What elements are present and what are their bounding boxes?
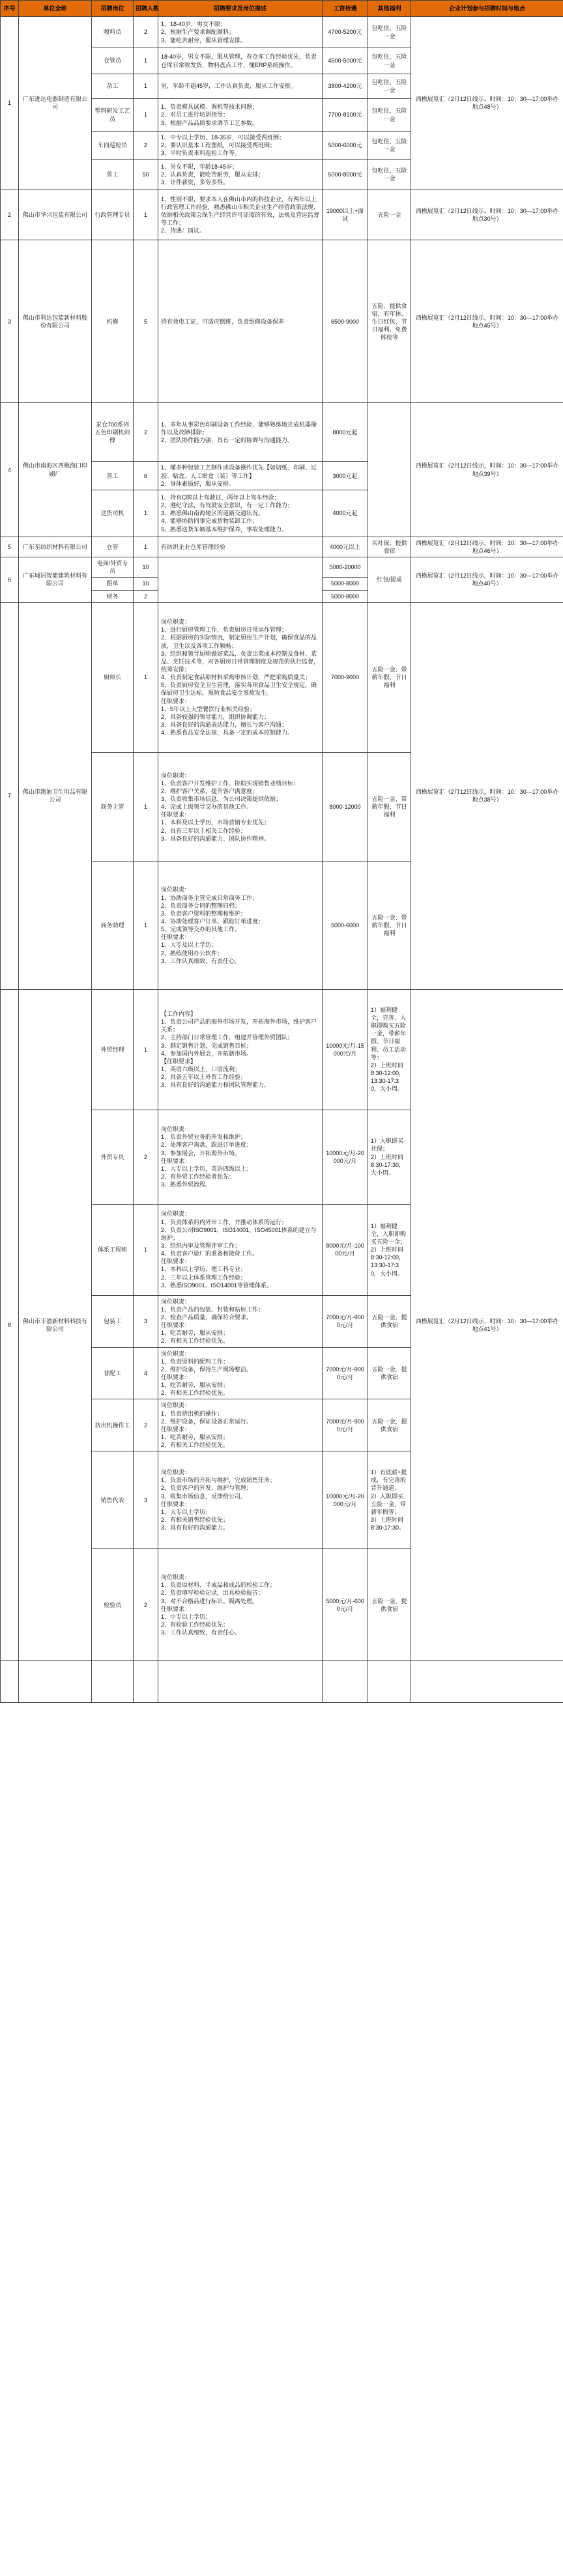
header-count: 招聘人数: [134, 1, 158, 17]
benefits: 1）福利健全，入职即购买五险一金； 2）上班时间8:30-12:00，13:30-17:30，大小周。: [368, 1204, 411, 1295]
salary: 5000-6000元: [323, 132, 368, 160]
job-description: 岗位职责： 1、协助商务主管完成日常商务工作； 2、负责商务合同的整理归档； 3、负责客户资料的整理和维护； 4、协助处理客户订单、跟踪订单进度； 5、完成领导交办的其他工作。 任职要求： 1、大专及以上学历； 2、熟练使用办公软件； 3、工作认真细致，有责任心。: [158, 861, 323, 989]
job-title: 跟单: [92, 578, 134, 590]
job-description: 【工作内容】 1、负责公司产品的海外市场开发，开拓海外市场，维护客户关系； 2、主持部门日常管理工作，组建并管理外贸团队； 3、制定销售计划，完成销售目标； 4、参加国内外展会，开拓新市场。 【任职要求】 1、英语六级以上，口语流利； 2、具备五年以上外贸工作经验； 3、具有良好的沟通能力和团队管理能力。: [158, 989, 323, 1110]
salary: 7000元/月-9000元/月: [323, 1399, 368, 1451]
job-description: 持有效电工证，可适应倒班，负责维修设备保养: [158, 240, 323, 403]
job-title: 普工: [92, 160, 134, 189]
job-description: 有纺织企业仓库管理经验: [158, 537, 323, 557]
headcount: 1: [134, 537, 158, 557]
salary: 10000元/月-15000元/月: [323, 989, 368, 1110]
salary: 8000元起: [323, 403, 368, 462]
headcount: 5: [134, 240, 158, 403]
benefits: 五险一金、带薪年假、节日福利: [368, 602, 411, 752]
headcount: 1: [134, 189, 158, 240]
job-title: 仓管员: [92, 48, 134, 74]
salary: 5000-8000元: [323, 160, 368, 189]
headcount: 1: [134, 48, 158, 74]
header-job: 招聘岗位: [92, 1, 134, 17]
benefits: 五险一金，提供食宿: [368, 1549, 411, 1661]
salary: 4700-5200元: [323, 17, 368, 48]
job-description: 18-40岁，男女不限，服从管理，有仓库工作经验优先，负责仓库日常收发货，物料盘点工作，懂ERP系统操作。: [158, 48, 323, 74]
event-time-location: 西樵展览汇（2月12日线示，时间：10：30—17:00举办地点39号）: [411, 403, 563, 537]
job-title: 喷料员: [92, 17, 134, 48]
table-row-blank: [1, 1661, 563, 1703]
job-description: 岗位职责： 1、负责原材料、半成品和成品的检验工作； 2、负责填写检验记录，出具检验报告； 3、对不合格品进行标识、隔离处理。 任职要求： 1、中专以上学历； 2、有检验工作经验优先； 3、工作认真细致，有责任心。: [158, 1549, 323, 1661]
job-description: 1、18-40岁，男女不限； 2、根据生产要求调配颜料； 3、能吃苦耐劳，服从管理安排。: [158, 17, 323, 48]
salary: 3800-4200元: [323, 74, 368, 99]
headcount: 1: [134, 989, 158, 1110]
salary: 7000-9000: [323, 602, 368, 752]
header-no: 序号: [1, 1, 19, 17]
benefits: 五险一金，提供食宿: [368, 1399, 411, 1451]
salary: 5000-20000: [323, 557, 368, 578]
job-title: 销售代表: [92, 1451, 134, 1549]
salary: 5000-8000: [323, 578, 368, 590]
job-title: 外贸专员: [92, 1110, 134, 1204]
headcount: 6: [134, 462, 158, 490]
job-title: 普工: [92, 462, 134, 490]
row-number: 5: [1, 537, 19, 557]
salary: 3000元起: [323, 462, 368, 490]
company-name: 广东至纺织材料有限公司: [19, 537, 92, 557]
job-title: 商务助理: [92, 861, 134, 989]
job-description: 岗位职责： 1、负责外贸业务的开发和维护； 2、处理客户询盘，跟进订单进度； 3、参加展会，开拓海外市场。 任职要求： 1、大专以上学历，英语四级以上； 2、有外贸工作经验者优先； 3、熟悉外贸流程。: [158, 1110, 323, 1204]
job-title: 塑料研发工艺员: [92, 99, 134, 132]
headcount: 1: [134, 752, 158, 861]
table-row: [1, 403, 563, 462]
salary: 10000元/月-20000元/月: [323, 1110, 368, 1204]
job-title: 电商/外贸专员: [92, 557, 134, 578]
salary: 19000以上+面试: [323, 189, 368, 240]
header-welfare: 其他福利: [368, 1, 411, 17]
headcount: 10: [134, 578, 158, 590]
job-title: 送货司机: [92, 490, 134, 537]
headcount: 2: [134, 132, 158, 160]
benefits: 五险一金、带薪年假、节日福利: [368, 861, 411, 989]
benefits: 1）福利健全，完善、入职即购买五险一金，带薪年假、节日福利、员工活动等； 2）上班时间8:30-12:00，13:30-17:30，大小周。: [368, 989, 411, 1110]
salary: 5000-8000: [323, 590, 368, 602]
job-description: 岗位职责： 1、负责客户开发维护工作，协助实现销售业绩目标； 2、维护客户关系，提升客户满意度； 3、负责收集市场信息，为公司决策提供依据； 4、完成上级领导交办的其他工作。 任职要求： 1、本科及以上学历，市场营销专业优先； 2、具有三年以上相关工作经验； 3、具备良好的沟通能力、团队协作精神。: [158, 752, 323, 861]
headcount: 4: [134, 1347, 158, 1399]
salary: 6500-9000: [323, 240, 368, 403]
benefits: 五险一金，提供食宿: [368, 1347, 411, 1399]
job-description: 男，年龄不超45岁，工作认真负责，服从工作安排。: [158, 74, 323, 99]
row-number: 4: [1, 403, 19, 537]
table-row: [1, 17, 563, 48]
benefits: 1）入职即买社保； 2）上班时间8:30-17:30，大小周。: [368, 1110, 411, 1204]
job-description: 岗位职责： 1、负责挤出机的操作； 2、维护设备，保证设备正常运行。 任职要求： 1、吃苦耐劳，服从安排； 2、有相关工作经验优先。: [158, 1399, 323, 1451]
headcount: 2: [134, 590, 158, 602]
job-description: 岗位职责： 1、负责体系的内外审工作，并推动体系的运行； 2、负责公司ISO9001、ISO14001、ISO45001体系的建立与维护； 3、组织内审及管理评审工作； 4、负责客户验厂的准备和接待工作。 任职要求： 1、本科以上学历，理工科专业； 2、三年以上体系管理工作经验； 3、熟悉ISO9001、ISO14001等管理体系。: [158, 1204, 323, 1295]
job-description: 1、持有C牌以上驾驶证，两年以上驾车经验； 2、遵纪守法，有驾驶安全意识，有一定工作能力； 3、熟悉佛山南海地区的道路交通状况。 4、能够协助同事完成货物装卸工作； 5、熟悉送货车辆基本维护保养，事故处理能力。: [158, 490, 323, 537]
header-desc: 招聘要求及岗位描述: [158, 1, 323, 17]
headcount: 3: [134, 1451, 158, 1549]
benefits: 包吃住，五险一金: [368, 160, 411, 189]
job-description: 1、多年从事彩色印刷设备工作经验，能够熟练地完成机器操作以及故障排除； 2、团队协作能力强，具有一定的协调与沟通能力。: [158, 403, 323, 462]
row-number: 2: [1, 189, 19, 240]
benefits: 五险一金、带薪年假、节日福利: [368, 752, 411, 861]
benefits: 买社保、提供食宿: [368, 537, 411, 557]
company-name: 广东城居智能建筑材料有限公司: [19, 557, 92, 603]
job-title: 厨师长: [92, 602, 134, 752]
job-title: 家仓700系列五色印刷机师傅: [92, 403, 134, 462]
job-title: 商务主管: [92, 752, 134, 861]
table-row: [1, 602, 563, 752]
event-time-location: 西樵展览汇（2月12日线示，时间：10：30—17:00举办地点41号）: [411, 989, 563, 1661]
salary: 4000元以上: [323, 537, 368, 557]
table-row: [1, 189, 563, 240]
job-title: 检验员: [92, 1549, 134, 1661]
job-description: 岗位职责： 1、负责市场的开拓与维护，完成销售任务； 2、负责客户的开发、维护与管理； 3、收集市场信息，反馈给公司。 任职要求： 1、大专以上学历； 2、有相关销售经验优先； 3、具有良好的沟通能力。: [158, 1451, 323, 1549]
table-row: [1, 557, 563, 578]
job-title: 财务: [92, 590, 134, 602]
headcount: 3: [134, 1295, 158, 1347]
headcount: 2: [134, 1110, 158, 1204]
job-description: 1、男女不限，年龄18-45岁； 2、认真负责，能吃苦耐劳，服从安排； 3、计件薪资，多劳多得。: [158, 160, 323, 189]
job-description: [158, 557, 323, 603]
job-description: 岗位职责： 1、负责产品的包装、封装和贴标工作； 2、检查产品质量，确保符合要求。 任职要求： 1、吃苦耐劳，服从安排； 2、有相关工作经验优先。: [158, 1295, 323, 1347]
row-number: 6: [1, 557, 19, 603]
row-number: 8: [1, 989, 19, 1661]
event-time-location: 西樵展览汇（2月12日线示，时间：10：30—17:00举办地点48号）: [411, 17, 563, 189]
salary: 7000元/月-9000元/月: [323, 1347, 368, 1399]
table-row: [1, 989, 563, 1110]
table-row: [1, 240, 563, 403]
job-title: 机修: [92, 240, 134, 403]
event-time-location: 西樵展览汇（2月12日线示，时间：10：30—17:00举办地点46号）: [411, 537, 563, 557]
job-title: 车间巡检员: [92, 132, 134, 160]
headcount: 50: [134, 160, 158, 189]
salary: 10000元/月-20000元/月: [323, 1451, 368, 1549]
salary: 4500-5000元: [323, 48, 368, 74]
event-time-location: 西樵展览汇（2月12日线示，时间：10：30—17:00举办地点40号）: [411, 557, 563, 603]
event-time-location: 西樵展览汇（2月12日线示，时间：10：30—17:00举办地点45号）: [411, 240, 563, 403]
salary: 5000-6000: [323, 861, 368, 989]
row-number: 7: [1, 602, 19, 989]
benefits: [368, 403, 411, 537]
job-title: 包装工: [92, 1295, 134, 1347]
header-time: 企业计划参与招聘时间与地点: [411, 1, 563, 17]
job-title: 行政管理专员: [92, 189, 134, 240]
salary: 8000-12000: [323, 752, 368, 861]
job-title: 杂工: [92, 74, 134, 99]
row-number: 1: [1, 17, 19, 189]
job-description: 1、中专以上学历，18-35岁，可以接受两班倒； 2、要认识基本工程图纸，可以接受两班倒； 3、平时负责来料巡检工作等。: [158, 132, 323, 160]
benefits: 五险一金: [368, 189, 411, 240]
headcount: 1: [134, 490, 158, 537]
headcount: 2: [134, 1399, 158, 1451]
header-company: 单位全称: [19, 1, 92, 17]
benefits: 五险、提供食宿、有年休、生日红包、节日福利、免费体检等: [368, 240, 411, 403]
event-time-location: 西樵展览汇（2月12日线示，时间：10：30—17:00举办地点38号）: [411, 602, 563, 989]
headcount: 1: [134, 74, 158, 99]
company-name: 广东进达电器制造有限公司: [19, 17, 92, 189]
headcount: 1: [134, 99, 158, 132]
salary: 7000元/月-9000元/月: [323, 1295, 368, 1347]
row-number: 3: [1, 240, 19, 403]
header-pay: 工资待遇: [323, 1, 368, 17]
table-row: [1, 537, 563, 557]
company-name: 佛山市利达包装新材料股份有限公司: [19, 240, 92, 403]
benefits: 包吃住，五险一金: [368, 48, 411, 74]
headcount: 10: [134, 557, 158, 578]
headcount: 1: [134, 861, 158, 989]
job-description: 1、性别不限，要求本人在佛山市内的科技企业，有两年以上行政管理工作经验，熟悉佛山市相关企业生产经营政策法规，依据相关政策会保生产经营许可证照的有效，法规及营运监督等工作； 2、待遇：面议。: [158, 189, 323, 240]
company-name: 佛山市丰盈新材料科技有限公司: [19, 989, 92, 1661]
company-name: 佛山市华兴包装有限公司: [19, 189, 92, 240]
headcount: 2: [134, 403, 158, 462]
job-title: 仓管: [92, 537, 134, 557]
company-name: 佛山市跑迪卫生用品有限公司: [19, 602, 92, 989]
job-description: 1、负责模具试模、调机等技术问题； 2、对员工进行培训指导； 3、根据产品品质要求调节工艺参数。: [158, 99, 323, 132]
benefits: 红包/提成: [368, 557, 411, 603]
salary: 4000元起: [323, 490, 368, 537]
benefits: 包吃住，五险一金: [368, 74, 411, 99]
benefits: 包吃住，五险一金: [368, 132, 411, 160]
salary: 8000元/月-10000元/月: [323, 1204, 368, 1295]
job-title: 普配工: [92, 1347, 134, 1399]
job-description: 1、懂多种包装工艺制作或设备操作优先【如切纸、印刷、过胶、粘盒、人工贴盒（装）等工作】 2、身体素质好，服从安排。: [158, 462, 323, 490]
benefits: 包吃住，五险一金: [368, 99, 411, 132]
headcount: 1: [134, 1204, 158, 1295]
event-time-location: 西樵展览汇（2月12日线示，时间：10：30—17:00举办地点30号）: [411, 189, 563, 240]
benefits: 五险一金，提供食宿: [368, 1295, 411, 1347]
benefits: 包吃住，五险一金: [368, 17, 411, 48]
job-title: 挤出机操作工: [92, 1399, 134, 1451]
job-title: 体系工程师: [92, 1204, 134, 1295]
salary: 7700-8100元: [323, 99, 368, 132]
headcount: 2: [134, 17, 158, 48]
benefits: 1）有底薪+提成，有完善的晋升通道； 2）入职即买五险一金，带薪年假等； 3）上班时间8:30-17:30。: [368, 1451, 411, 1549]
header-row: [1, 1, 563, 17]
job-description: 岗位职责： 1、负责原料的配料工作； 2、维护设备，保持生产现场整洁。 任职要求： 1、吃苦耐劳，服从安排； 2、有相关工作经验优先。: [158, 1347, 323, 1399]
company-name: 佛山市南海区西樵海口印刷厂: [19, 403, 92, 537]
salary: 5000元/月-6000元/月: [323, 1549, 368, 1661]
headcount: 2: [134, 1549, 158, 1661]
job-title: 外贸经理: [92, 989, 134, 1110]
headcount: 1: [134, 602, 158, 752]
job-description: 岗位职责： 1、进行厨房管理工作，负责厨房日常运作管理； 2、根据厨房的实际情况，制定厨房生产计划，确保食品的品质，卫生以及各项工作顺畅； 3、组织和领导厨师做好菜品，负责出菜成本控制及食材、菜品、烹饪技术等，对各厨房日常管理制度及规范的执行监督，统筹安排； 4、负责制定食品原材料采购审核计划，严把采购质量关； 5、负责厨房安全卫生管理，落实各项食品卫生安全规定，确保厨房卫生达标，预防食品安全事故发生。 任职要求： 1、5年以上大型餐饮行业相关经验； 2、具备较强的领导能力，组织协调能力； 3、具备良好的沟通表达能力，擅长与客户沟通； 4、熟悉食品安全法规，具备一定的成本控制能力。: [158, 602, 323, 752]
